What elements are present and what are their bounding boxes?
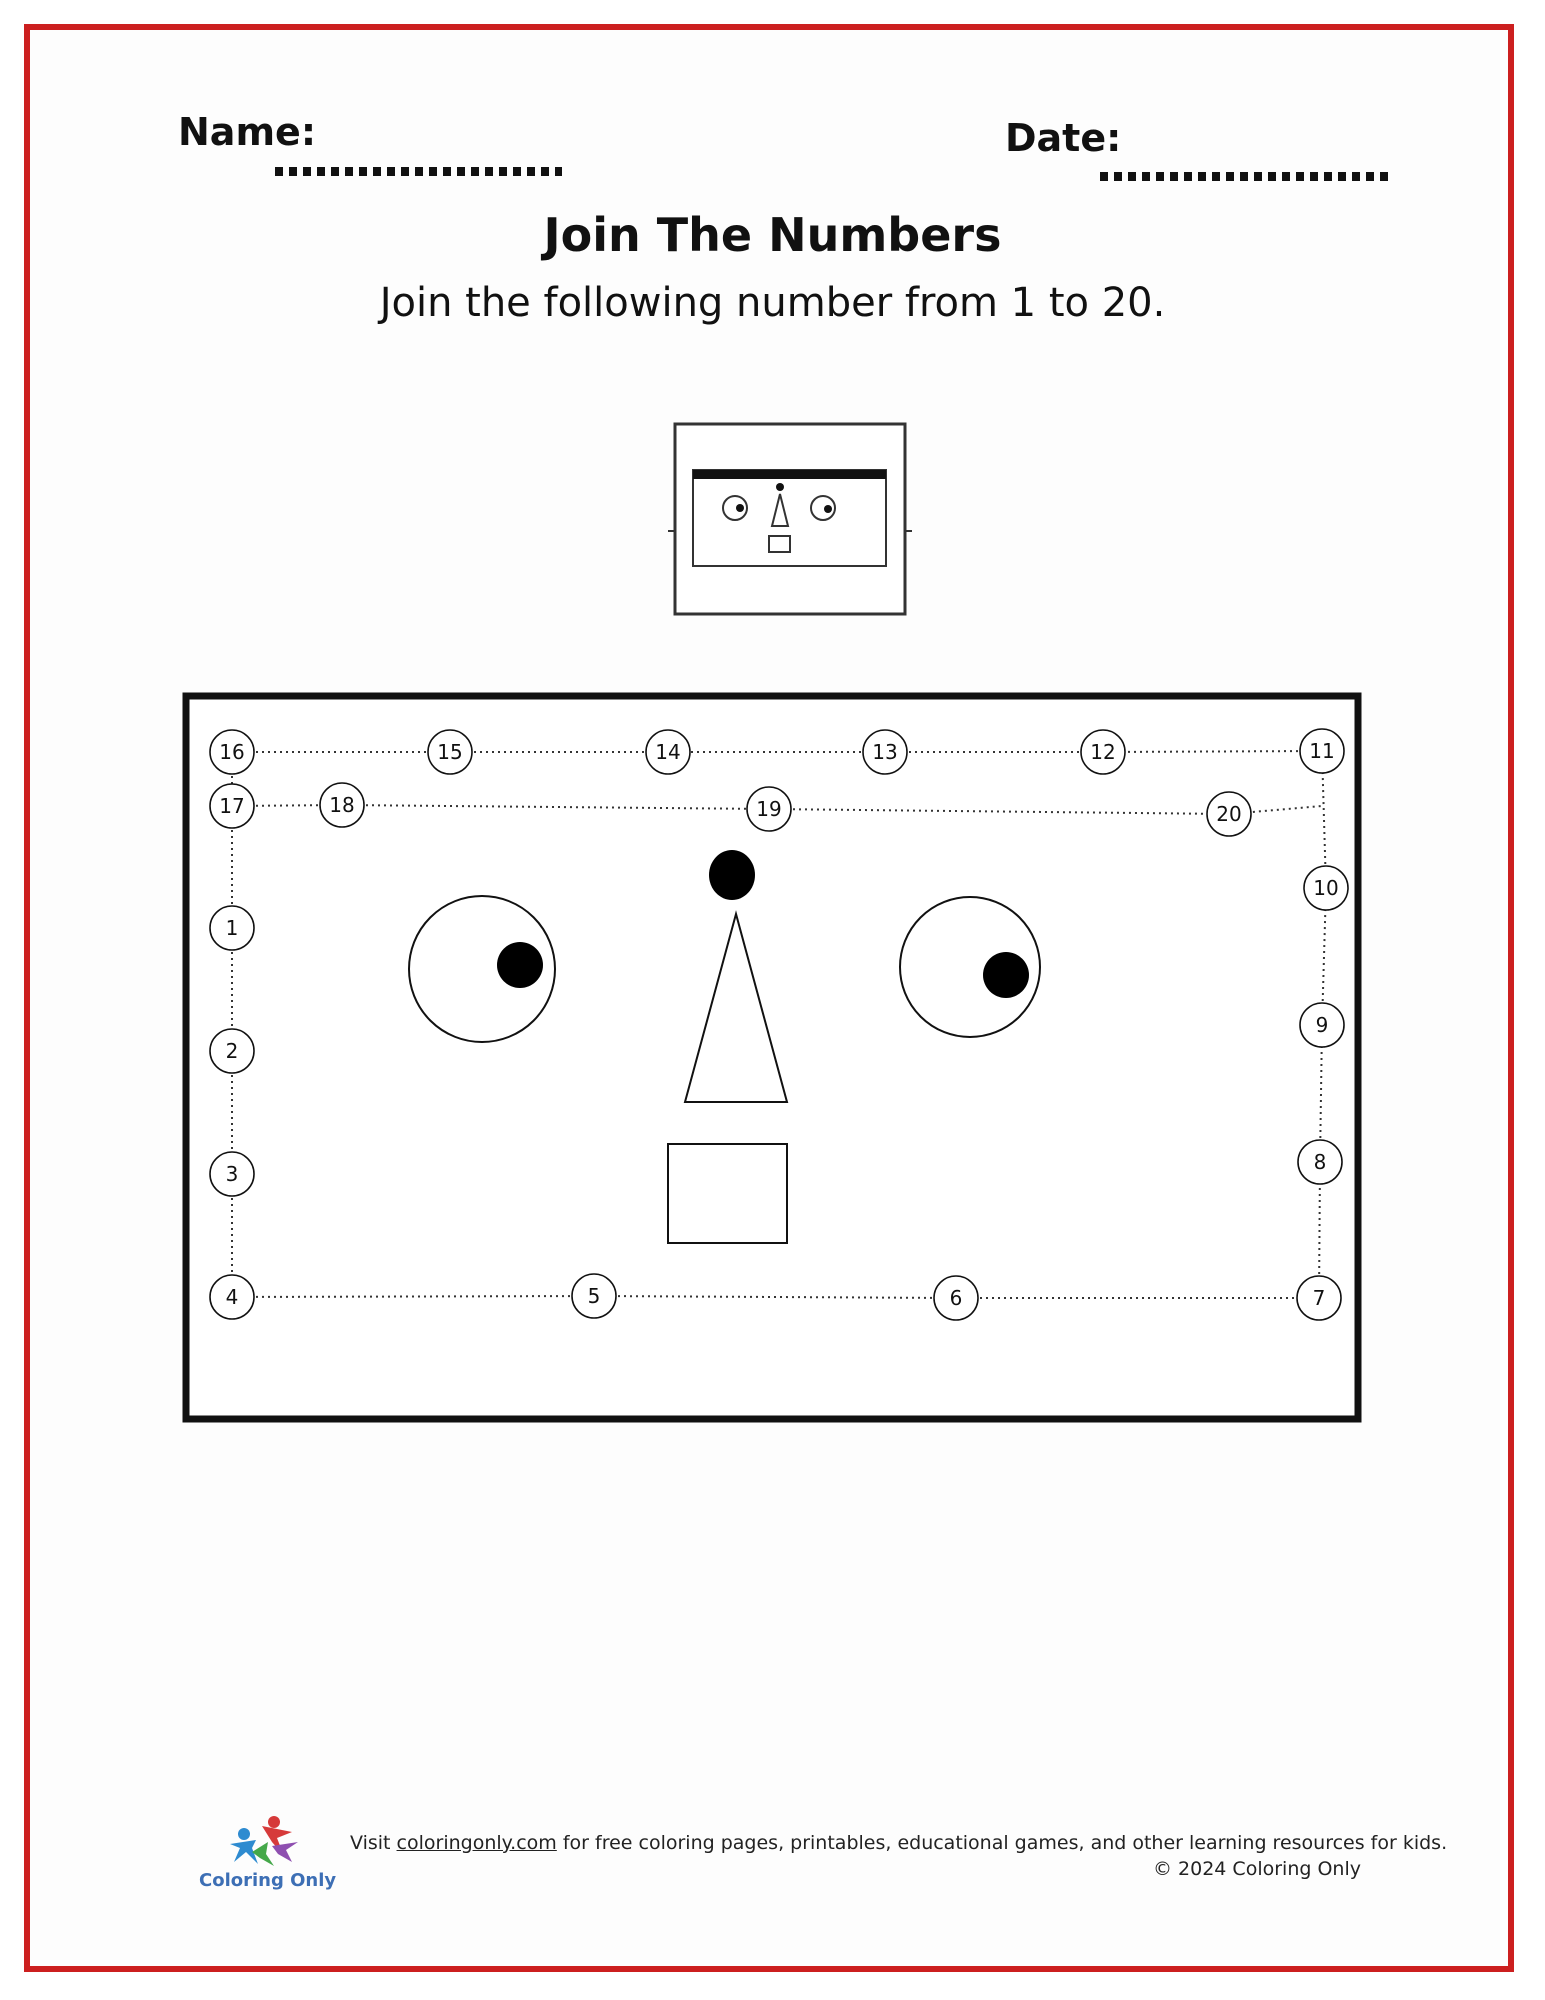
dot-label-3: 3 xyxy=(225,1162,239,1186)
logo-green-figure xyxy=(252,1842,274,1866)
logo-red-head xyxy=(268,1816,280,1828)
dot-label-9: 9 xyxy=(1315,1013,1329,1037)
footer-visit-suffix: for free coloring pages, printables, educational games, and other learning resources for kids. xyxy=(556,1832,1448,1854)
dot-label-7: 7 xyxy=(1312,1286,1326,1310)
dot-label-14: 14 xyxy=(655,740,681,764)
dot-label-6: 6 xyxy=(949,1286,963,1310)
dot-label-13: 13 xyxy=(872,740,898,764)
dot-label-17: 17 xyxy=(219,794,245,818)
date-label: Date: xyxy=(1005,116,1122,160)
dot-label-15: 15 xyxy=(437,740,463,764)
dot-label-1: 1 xyxy=(225,916,239,940)
footer-copyright: © 2024 Coloring Only xyxy=(1153,1858,1361,1880)
right-pupil xyxy=(983,952,1029,998)
dot-label-18: 18 xyxy=(329,793,355,817)
dot-label-20: 20 xyxy=(1216,802,1242,826)
dot-label-12: 12 xyxy=(1090,740,1116,764)
dot-label-8: 8 xyxy=(1313,1150,1327,1174)
dot-label-10: 10 xyxy=(1313,876,1339,900)
nose-dot xyxy=(709,850,755,900)
dot-label-11: 11 xyxy=(1309,739,1335,763)
dotted-line xyxy=(232,1296,594,1297)
dot-label-19: 19 xyxy=(756,797,782,821)
dot-label-16: 16 xyxy=(219,740,245,764)
dot-label-5: 5 xyxy=(587,1284,601,1308)
footer-visit-prefix: Visit xyxy=(350,1832,397,1854)
instruction-text: Join the following number from 1 to 20. xyxy=(379,280,1166,326)
left-pupil xyxy=(497,942,543,988)
footer-visit-text xyxy=(350,1832,1447,1854)
coloring-only-logo-icon xyxy=(222,1812,302,1868)
page-title: Join The Numbers xyxy=(543,208,1002,262)
name-label: Name: xyxy=(178,110,317,154)
logo-text: Coloring Only xyxy=(199,1870,337,1891)
mouth-rect xyxy=(668,1144,787,1243)
dot-label-4: 4 xyxy=(225,1285,239,1309)
footer-site-link[interactable]: coloringonly.com xyxy=(396,1832,557,1854)
logo-blue-head xyxy=(238,1828,250,1840)
dot-label-2: 2 xyxy=(225,1039,239,1063)
